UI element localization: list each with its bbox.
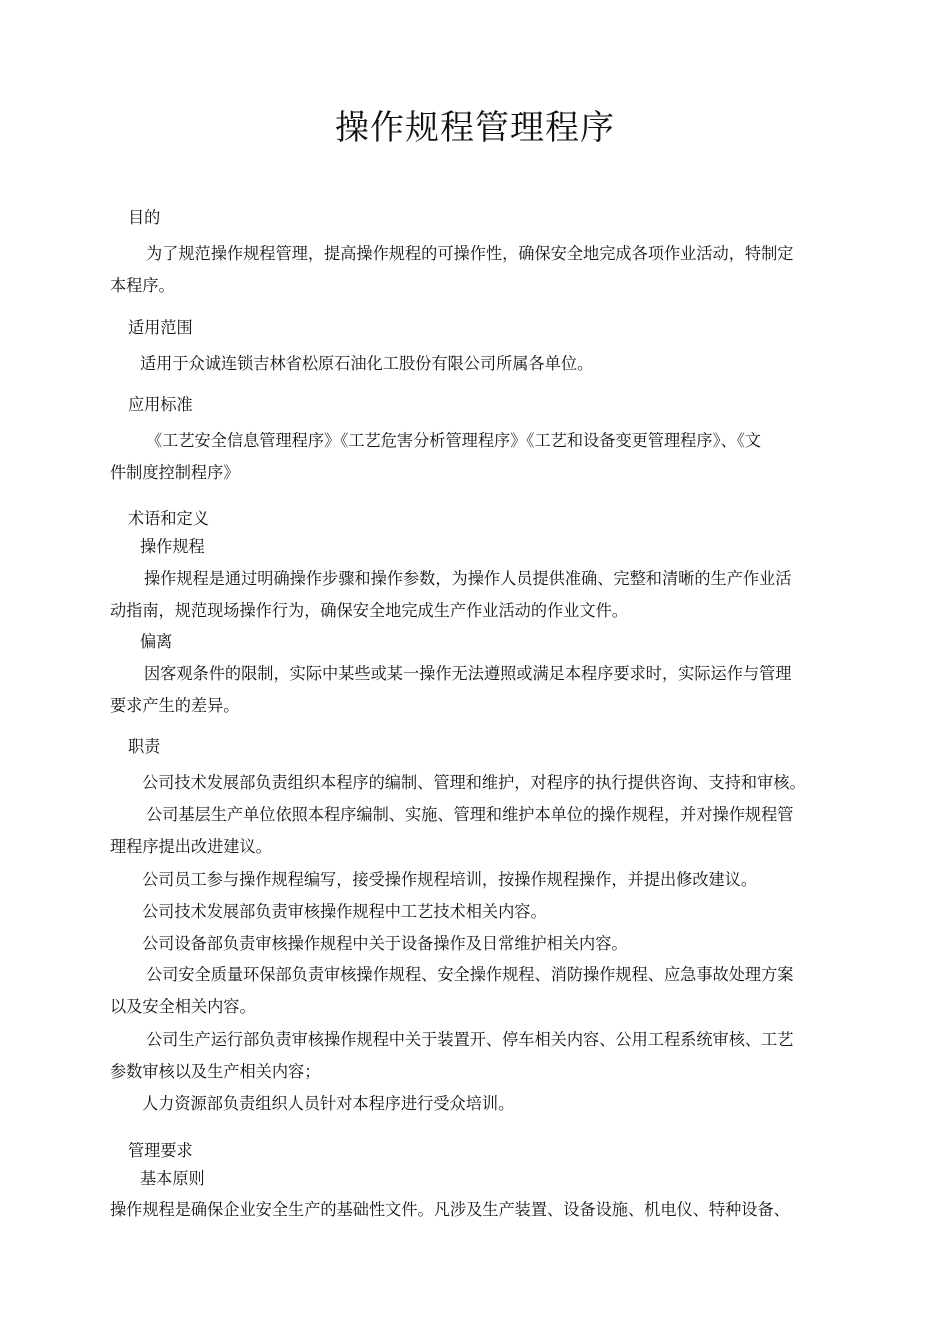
paragraph-line: 本程序。 (110, 276, 175, 295)
section-heading-management: 管理要求 (128, 1141, 193, 1160)
duty-line: 公司技术发展部负责组织本程序的编制、管理和维护，对程序的执行提供咨询、支持和审核。 (142, 773, 806, 792)
duty-line: 公司员工参与操作规程编写，接受操作规程培训，按操作规程操作，并提出修改建议。 (142, 870, 758, 889)
duty-line: 以及安全相关内容。 (110, 997, 256, 1016)
duty-line: 公司设备部负责审核操作规程中关于设备操作及日常维护相关内容。 (142, 934, 628, 953)
section-heading-terms: 术语和定义 (128, 509, 209, 528)
document-title: 操作规程管理程序 (335, 108, 615, 148)
duty-line: 参数审核以及生产相关内容； (110, 1062, 321, 1081)
duty-line: 公司生产运行部负责审核操作规程中关于装置开、停车相关内容、公用工程系统审核、工艺 (146, 1030, 794, 1049)
duty-line: 理程序提出改进建议。 (110, 837, 272, 856)
term-heading-deviation: 偏离 (140, 632, 173, 651)
paragraph-line: 适用于众诚连锁吉林省松原石油化工股份有限公司所属各单位。 (140, 354, 594, 373)
paragraph-line: 因客观条件的限制，实际中某些或某一操作无法遵照或满足本程序要求时，实际运作与管理 (144, 664, 792, 683)
duty-line: 公司安全质量环保部负责审核操作规程、安全操作规程、消防操作规程、应急事故处理方案 (146, 965, 794, 984)
subheading-basic-principles: 基本原则 (140, 1169, 205, 1188)
section-heading-scope: 适用范围 (128, 318, 193, 337)
paragraph-line: 要求产生的差异。 (110, 696, 240, 715)
paragraph-line: 动指南，规范现场操作行为，确保安全地完成生产作业活动的作业文件。 (110, 601, 628, 620)
section-heading-duties: 职责 (128, 737, 161, 756)
duty-line: 人力资源部负责组织人员针对本程序进行受众培训。 (142, 1094, 515, 1113)
paragraph-line: 《工艺安全信息管理程序》《工艺危害分析管理程序》《工艺和设备变更管理程序》、《文 (146, 431, 762, 450)
paragraph-line: 操作规程是确保企业安全生产的基础性文件。凡涉及生产装置、设备设施、机电仪、特种设备、 (110, 1200, 790, 1219)
paragraph-line: 件制度控制程序》 (110, 463, 240, 482)
section-heading-standards: 应用标准 (128, 395, 193, 414)
term-heading-operating-procedure: 操作规程 (140, 537, 205, 556)
section-heading-purpose: 目的 (128, 208, 161, 227)
paragraph-line: 为了规范操作规程管理，提高操作规程的可操作性，确保安全地完成各项作业活动，特制定 (146, 244, 794, 263)
duty-line: 公司技术发展部负责审核操作规程中工艺技术相关内容。 (142, 902, 547, 921)
paragraph-line: 操作规程是通过明确操作步骤和操作参数，为操作人员提供准确、完整和清晰的生产作业活 (144, 569, 792, 588)
duty-line: 公司基层生产单位依照本程序编制、实施、管理和维护本单位的操作规程，并对操作规程管 (146, 805, 794, 824)
